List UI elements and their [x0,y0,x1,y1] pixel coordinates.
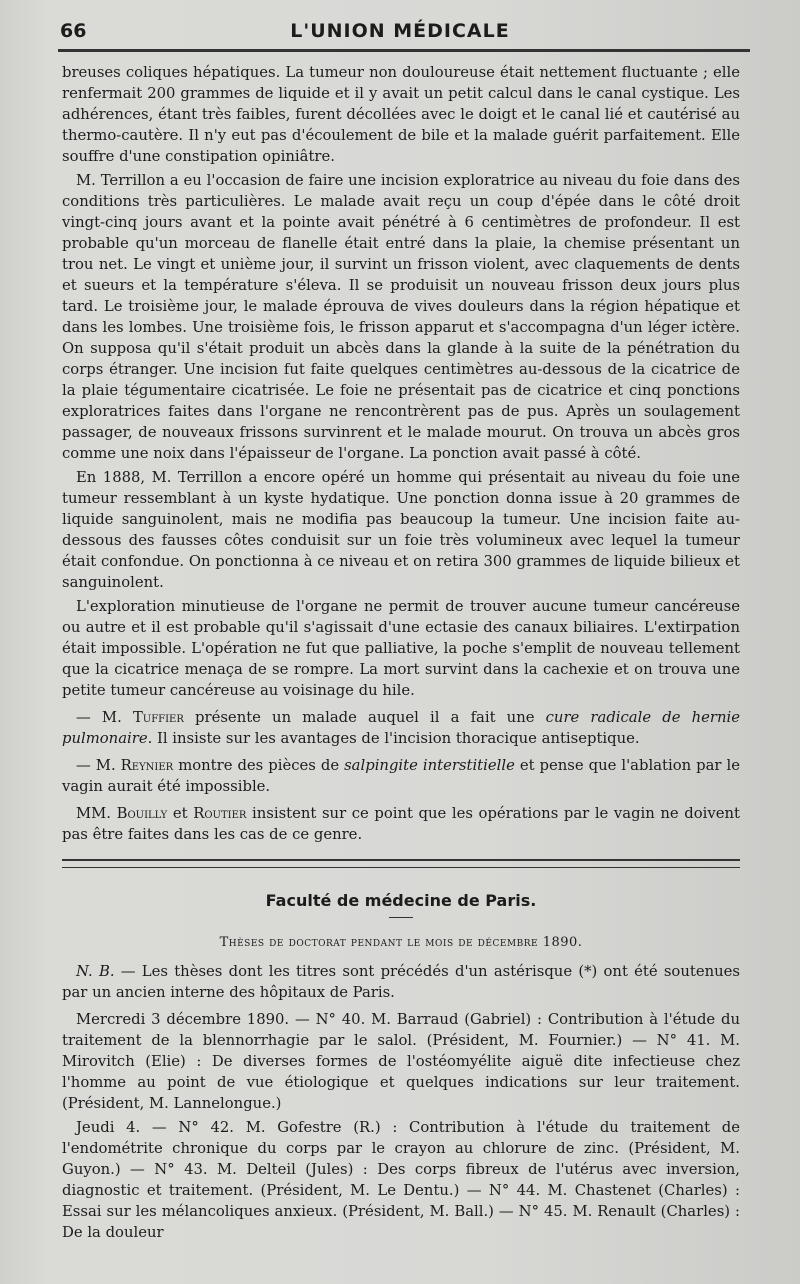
paragraph: breuses coliques hépatiques. La tumeur non douloureuse était nettement fluctuante ; elle renfermait 200 grammes de liquide et il y avait un petit calcul dans le canal cystique. Les adhérences, étant très faibles, furent décollées avec le doigt et le canal lié et cautérisé au thermo-cautère. Il n'y eut pas d'écoulement de bile et la malade guérit parfaitement. Elle souffre d'une constipation opiniâtre. [62,64,740,165]
paragraph: En 1888, M. Terrillon a encore opéré un homme qui présentait au niveau du foie une tumeur ressemblant à un kyste hydatique. Une ponction donna issue à 20 grammes de liquide sanguinolent, mais ne modifia pas beaucoup la tumeur. Une incision faite au-dessous des fausses côtes conduisit sur un foie très volumineux avec lequel la tumeur était confondue. On ponctionna à ce niveau et on retira 300 grammes de liquide bilieux et sanguinolent. [62,469,740,591]
thesis-entry: Jeudi 4. — N° 42. M. Gofestre (R.) : Contribution à l'étude du traitement de l'endométrite chronique du corps par le crayon au chlorure de zinc. (Président, M. Guyon.) — N° 43. M. Delteil (Jules) : Des corps fibreux de l'utérus avec inversion, diagnostic et traitement. (Président, M. Le Dentu.) — N° 44. M. Chastenet (Charles) : Essai sur les mélancoliques anxieux. (Président, M. Ball.) — N° 45. M. Renault (Charles) : De la douleur [62,1119,740,1241]
journal-title: L'UNION MÉDICALE [290,20,510,42]
page-number: 66 [60,20,87,42]
section-separator [62,859,740,868]
author-name: Reynier [120,757,174,774]
emphasis: cure radicale de hernie pulmonaire [62,709,740,747]
author-name: Routier [193,805,247,822]
thesis-entry: Mercredi 3 décembre 1890. — N° 40. M. Barraud (Gabriel) : Contribution à l'étude du traitement de la blennorrhagie par le salol. (Président, M. Fournier.) — N° 41. M. Mirovitch (Elie) : De diverses formes de l'ostéomyélite aiguë dite infectieuse chez l'homme au point de vue étiologique et quelques indications sur leur traitement. (Président, M. Lannelongue.) [62,1011,740,1112]
section-title: Faculté de médecine de Paris. [265,891,537,910]
paragraph-bouilly-routier: MM. Bouilly et Routier insistent sur ce point que les opérations par le vagin ne doivent pas être faites dans les cas de ce genre. [62,805,740,843]
paragraph-tuffier: — M. Tuffier présente un malade auquel il a fait une cure radicale de hernie pulmonaire. Il insiste sur les avantages de l'incision thoracique antiseptique. [62,709,740,747]
emphasis: salpingite interstitielle [344,757,515,774]
section-subtitle: Thèses de doctorat pendant le mois de décembre 1890. [219,935,583,950]
article-body [62,62,740,1246]
nota-bene: N. B. — Les thèses dont les titres sont précédés d'un astérisque (*) ont été soutenues par un ancien interne des hôpitaux de Paris. [62,963,740,1001]
paragraph-reynier: — M. Reynier montre des pièces de salpingite interstitielle et pense que l'ablation par le vagin aurait été impossible. [62,757,740,795]
title-rule [389,917,413,918]
paragraph: M. Terrillon a eu l'occasion de faire une incision exploratrice au niveau du foie dans des conditions très particulières. Le malade avait reçu un coup d'épée dans le côté droit vingt-cinq jours avant et la pointe avait pénétré à 6 centimètres de profondeur. Il est probable qu'un morceau de flanelle était entré dans la plaie, la chemise présentant un trou net. Le vingt et unième jour, il survint un frisson violent, avec claquements de dents et sueurs et la température s'éleva. Il se produisit un nouveau frisson deux jours plus tard. Le troisième jour, le malade éprouva de vives douleurs dans la région hépatique et dans les lombes. Une troisième fois, le frisson apparut et s'accompagna d'un léger ictère. On supposa qu'il s'était produit un abcès dans la glande à la suite de la pénétration du corps étranger. Une incision fut faite quelques centimètres au-dessous de la cicatrice de la plaie tégumentaire cicatrisée. Le foie ne présentait pas de cicatrice et cinq ponctions exploratrices faites dans l'organe ne rencontrèrent pas de pus. Après un soulagement passager, de nouveaux frissons survinrent et le malade mourut. On trouva un abcès gros comme une noix dans l'épaisseur de l'organe. La ponction avait passé à côté. [62,172,740,462]
author-name: Tuffier [132,709,184,726]
author-name: Bouilly [116,805,168,822]
nb-label: N. B. [76,963,115,980]
page-header [58,18,742,48]
paragraph: L'exploration minutieuse de l'organe ne permit de trouver aucune tumeur cancéreuse ou autre et il est probable qu'il s'agissait d'une ectasie des canaux biliaires. L'extirpation était impossible. L'opération ne fut que palliative, la poche s'emplit de nouveau tellement que la cicatrice menaça de se rompre. La mort survint dans la cachexie et on trouva une petite tumeur cancéreuse au voisinage du hile. [62,598,740,699]
header-rule [58,49,750,52]
